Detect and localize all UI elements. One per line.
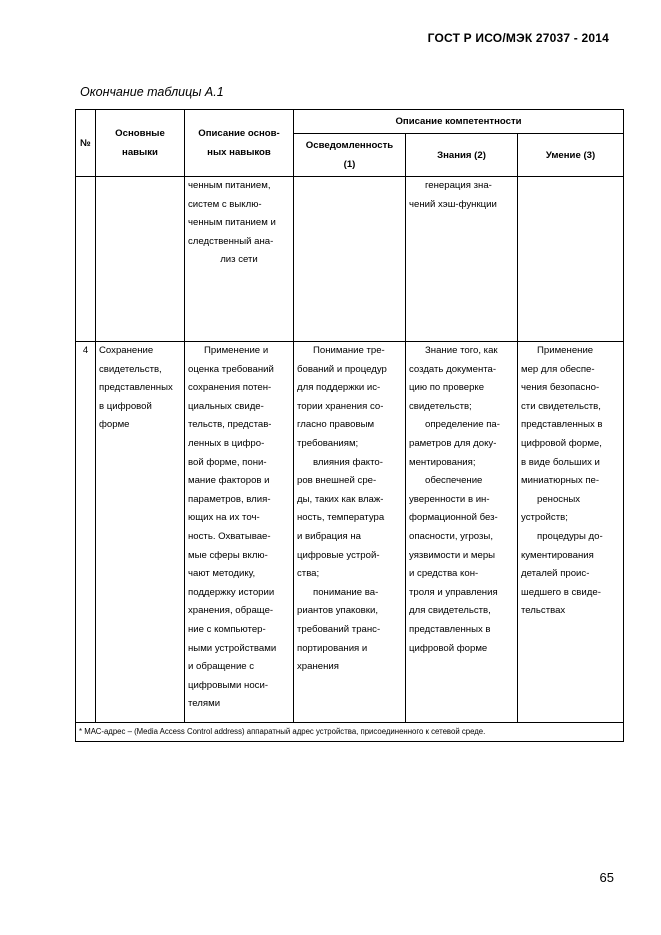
cell-knowledge: Знание того, как создать документа- цию по проверке свидетельств; определение па- раметров для доку- ментирования; обеспечение уверенности в ин- формационной без- опасности, угрозы, уязвимости и меры и средства кон- троля и управления для свидетельств, представленных в цифровой форме bbox=[406, 342, 518, 723]
header-knowledge: Знания (2) bbox=[406, 134, 518, 177]
cell-skill bbox=[96, 177, 185, 342]
footnote: * МАС-адрес – (Media Access Control address) аппаратный адрес устройства, присоединенного к сетевой среде. bbox=[76, 723, 624, 742]
cell-ability: Применение мер для обеспе- чения безопасно- сти свидетельств, представленных в цифровой форме, в виде больших и миниатюрных пе- реносных устройств; процедуры до- кументирования деталей проис- шедшего в свиде- тельствах bbox=[518, 342, 624, 723]
cell-skill: Сохранение свидетельств, представленных в цифровой форме bbox=[96, 342, 185, 723]
document-header: ГОСТ Р ИСО/МЭК 27037 - 2014 bbox=[427, 31, 609, 45]
header-no: № bbox=[76, 110, 96, 177]
header-awareness: Осведомленность (1) bbox=[294, 134, 406, 177]
cell-no bbox=[76, 177, 96, 342]
cell-awareness: Понимание тре- бований и процедур для поддержки ис- тории хранения со- гласно правовым требованиям; влияния факто- ров внешней сре- ды, таких как влаж- ность, температура и вибрация на цифровые устрой- ства; понимание ва- риантов упаковки, требований транс- портирования и хранения bbox=[294, 342, 406, 723]
page-number: 65 bbox=[599, 870, 614, 885]
header-skills-desc: Описание основ- ных навыков bbox=[185, 110, 294, 177]
table-caption: Окончание таблицы А.1 bbox=[80, 85, 224, 99]
header-ability: Умение (3) bbox=[518, 134, 624, 177]
cell-ability bbox=[518, 177, 624, 342]
row-4 bbox=[76, 342, 624, 723]
header-competence: Описание компетентности bbox=[294, 110, 624, 134]
cell-knowledge: генерация зна- чений хэш-функции bbox=[406, 177, 518, 342]
continuation-row bbox=[76, 177, 624, 342]
competence-table bbox=[75, 109, 624, 742]
footnote-row bbox=[76, 723, 624, 742]
header-row-1 bbox=[76, 110, 624, 134]
cell-no: 4 bbox=[76, 342, 96, 723]
cell-desc: ченным питанием, систем с выклю- ченным питанием и следственный ана- лиз сети bbox=[185, 177, 294, 342]
cell-desc: Применение и оценка требований сохранения потен- циальных свиде- тельств, представ- ленных в цифро- вой форме, пони- мание факторов и параметров, влия- ющих на их точ- ность. Охватывае- мые сферы вклю- чают методику, поддержку истории хранения, обраще- ние с компьютер- ными устройствами и обращение с цифровыми носи- телями bbox=[185, 342, 294, 723]
cell-awareness bbox=[294, 177, 406, 342]
header-skills: Основные навыки bbox=[96, 110, 185, 177]
